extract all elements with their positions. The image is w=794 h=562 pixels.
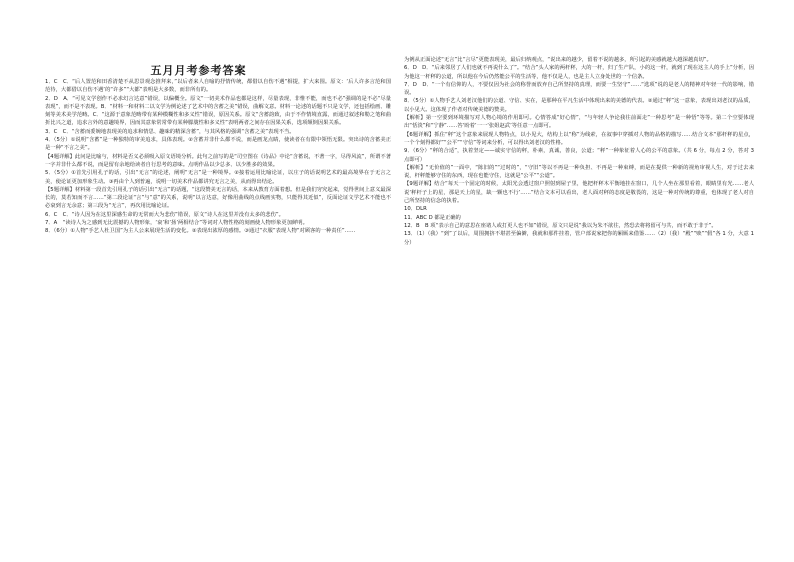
answer-paragraph: 11．ABC D 都是正确的 — [404, 214, 461, 221]
answer-paragraph: 13．（1）（我）“到”了以后，周围拥挤不堪甚至偏僻，我就和那件挂着，管户部说家把你的厢厮来借鉴……（2）（我）“殿”“赎”“假”各 1 分，大意 1 分） — [404, 231, 754, 246]
answer-paragraph: 1．C C．“后人置范和田香清楚不从思景观念推拜来，”以后者来人自喻的抒情传统，都借以自伤不遇“相提，扩大来围。原文：‘后人许多言范和国范待，大都借以自伤不遇’的“许多”“大都”表明是大多数，而非所有的。 — [45, 79, 391, 94]
answer-paragraph: 【解析】第一空要到环境描写对人物心境的作用即可。心情答成“好心情”，“与年轻人争论我往前面走”一种思考“是一种悟”等等。第二个空要体现出“恬淡”和“宁静”……答‘盼着’一一‘张姐赵武’等任意一点即可。 — [404, 115, 754, 130]
answer-paragraph: 8．（5分）①人物手艺人刘老汉他们的公道、守信、实在，是那种在平凡生活中体现出来的美德的代表。②通过“秤”这一意象，表现出刘老汉的品质，以小见大。这体现了作者对传统美德的赞美。 — [404, 98, 754, 113]
answer-paragraph: 10．DLR — [404, 206, 427, 213]
answer-paragraph: 12．B B 项“表示自己的意思在座诸人或打更人也不如”错误，原文只是说“我以为朱不欲往，然恐去将将留可与共，而不敢于非于”。 — [404, 222, 717, 229]
left-text-column — [45, 78, 391, 548]
answer-paragraph: 4．（5分）①说明“含蓄”是一种独特的审美追求，具体表现。②含蓄并非什么都不说，而是画龙点睛，使读者在有限中领悟无限。突出诗的含蓄美正是一种“不言之美”。 — [45, 137, 391, 152]
answer-paragraph: 【4题详解】此问是比喻与，材料是否义必须吸入原文语境分析。此句之前写的是“司空图在《诗品》中论“含蓄说，不著一字，尽得风流”，所谓不著一字并非什么都不说，而是留有余地给读者自行思考的意味。点明作品以少总多、以少胜多的效果。 — [45, 153, 391, 168]
answer-paragraph: 9．（6分）“秤的合适”，执着坚定——诚实守信的秤，朴素，真诚，善良，公道；“秤”一种象征着人心的公平的意象。（共 6 分，每点 2 分，答对 3 点即可） — [404, 148, 754, 163]
answer-paragraph: 3．C C．“含蓄而委婉地表现美的追求和情思、趣味的精深含蓄”，与其风格的强调“含蓄之美”表现不当。 — [45, 128, 295, 135]
answer-paragraph: 7．A “读诗人为之感到无比震撼的人物形象，‘衰’和‘扬’两相结合”等词对人物性格的刻画使人物形象更加鲜明。 — [45, 220, 308, 227]
answer-paragraph: 【解析】“无价值的”一面中，“陈旧的”“过时的”，“守旧”等以不再是一种负担、不再是一种束缚，而是在提供一种新的视角审视人生，对于过去来说，杆秤能够守住的东西，现在也能守住，这就是“公平”“公道”。 — [404, 164, 754, 180]
answer-paragraph: 6．D D．“后来邻居了人们也就不再说什么了”。“结合”头人家的两杆秤，大的一杆，归了生产队，小的这一杆，就到了现在这主人的手上”分析，因为他这一杆秤的公道，所以他在今后仍然能公平的生活等，他不仅是人，也是主人立身处世的一个信条。 — [404, 65, 754, 80]
answer-paragraph: 【5题详解】材料第一段首先引用孔子的话引出“无言”的话题，“这段赞美无言的话，本来从教育方面着想。但是我们穷究起来，觉得世间上意义最深长的，莫若知而不言……”第二段论证“言”与“意”的关系，说明“以言达意，好像用曲线的点线画实物，只能得其近似”，反面论证文学艺术不能也不必衰到言无余意；第三段为“无言”，再次用比喻论证。 — [45, 186, 391, 210]
answer-paragraph: 6．C C．“诗人因为在这里深感生命的无常而大为悲伤”错误，原文“诗人在这里并没有太多的悲伤”。 — [45, 211, 284, 218]
right-text-column — [404, 56, 754, 546]
answer-paragraph: 8．（6分）①人物”手艺人杜卫国”为主人公来展现生活的变化。②表现出浓厚的感情。③通过“衣服”表现人物“对顾客的一种责任”…… — [45, 228, 356, 235]
answer-paragraph: 【6题详解】抓住“秤”这个意象来展现人物特点，以小见大，结构上以“称”为线索，在叙事中穿插对人物的品格的描写……结合文本“那杆秤的星点，一个个刻得都好”“公平”“守信”等词来分析，可以得出刘老汉的性格。 — [404, 131, 754, 146]
answer-paragraph: 【9题详解】结合“每天一个固定的时候，太阳光会透过窗户照射到屋子里，他把杆秤木平衡地挂在窗口，几个人坐在那里看着，眼睛里有光……老人说‘秤杆子上的星，那是天上的星，缺一颗也不行’……”结合文本可以看出，老人面对秤的态度是敬畏的，这是一种对传统的尊重，也体现了老人对自己所坚持的信念的执着。 — [404, 181, 754, 205]
answer-paragraph: 2．D A．“可见文学创作不必求幻言达意”错误，以偏概全。原文“一切美术作品也都是这样，尽量表现，非惟不能，而也不必”强调的是不必“尽量表现”，而不是不表现。B．“材料一和材料二以文学为例论述了艺术中的含蓄之美”错误，曲解文意。材料一论述的话题不只是文学，还包括绘画、雕刻等美术美学范畴。C．“这源于意象范畴带有某种模糊性和多义性”错误，原因关系。原文“含蓄韵致，由于不作情境直露，而通过叙述和勒之笔和曲折比兴之道，追求言外的意趣境界，因而其意象常常带有某种朦胧性和多义性”表明两者之间存在因果关系，选项颠倒因果关系。 — [45, 95, 391, 127]
answer-paragraph: 7．D D．“一个有信仰的人，不要仅因为社会的称誉而放弃自己所坚持的真理，而要一生坚守”……“选项”说的是老人的精神对年轻一代的影响，错误。 — [404, 81, 754, 97]
answer-paragraph: 5．（5分）①首先引用孔子的话，引出“无言”的论述，阐明“无言”是一种境界。②接着运用比喻论证，以庄子的话说明艺术的最高境界在于无言之美，使论证更加形象生动。③再由个人到普遍，说明一切美术作品都讲究无言之美，从而得出结论。 — [45, 170, 391, 185]
answer-paragraph: 为例从正面论述“无言”比“言尽”更能表现美，最后归纳观点，“说出来的越少，留着不说的越多，所引起的美感就越大越深越真切”。 — [404, 57, 712, 63]
page-title: 五月月考参考答案 — [150, 64, 247, 77]
